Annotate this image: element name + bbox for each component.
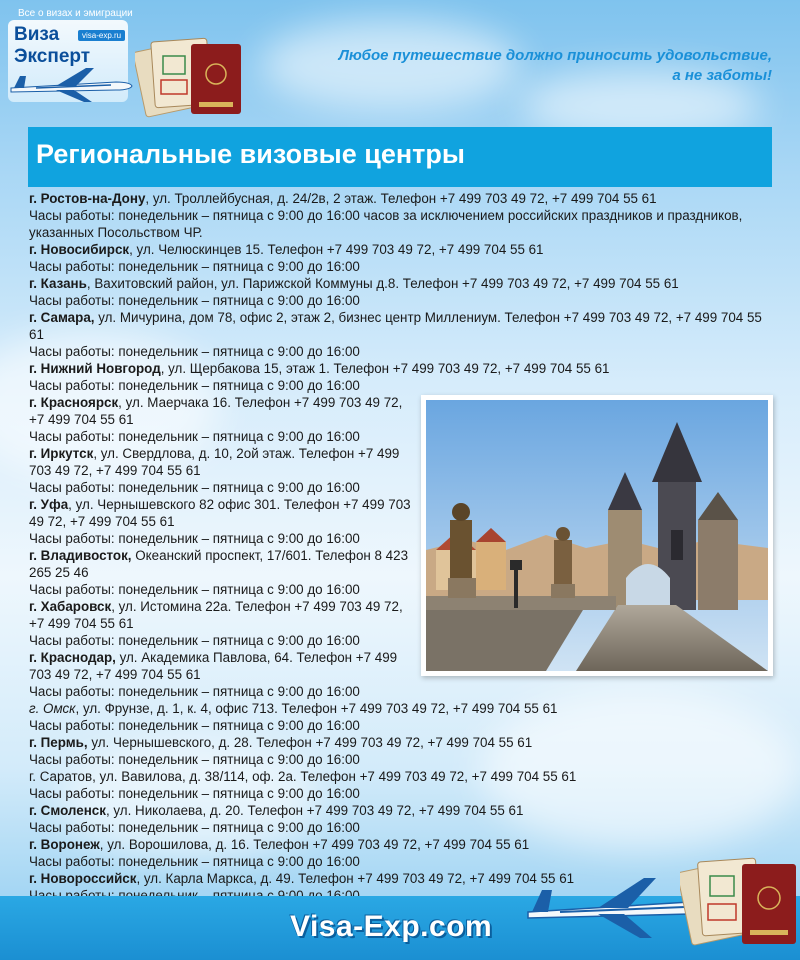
center-hours: Часы работы: понедельник – пятница с 9:00 до 16:00 <box>29 718 360 733</box>
page-title: Региональные визовые центры <box>36 139 465 169</box>
center-city: г. Красноярск <box>29 395 119 410</box>
airplane-icon <box>6 64 136 104</box>
slogan-line2: а не заботы! <box>672 67 772 84</box>
center-hours: Часы работы: понедельник – пятница с 9:00 до 16:00 <box>29 378 360 393</box>
center-address-text: ул. Мичурина, дом 78, офис 2, этаж 2, бизнес центр Миллениум. Телефон +7 499 703 49 72, +7 499 704 55 61 <box>29 310 762 342</box>
center-address <box>29 190 774 207</box>
site-slogan <box>339 46 772 86</box>
center-address <box>29 241 774 258</box>
center-address <box>29 768 774 785</box>
center-address <box>29 598 421 632</box>
center-city: г. Пермь, <box>29 735 88 750</box>
logo-title-line1: Виза <box>14 24 60 45</box>
center-address-text: , ул. Николаева, д. 20. Телефон +7 499 703 49 72, +7 499 704 55 61 <box>105 803 524 818</box>
center-address <box>29 394 421 428</box>
center-hours: Часы работы: понедельник – пятница с 9:00 до 16:00 <box>29 480 360 495</box>
passport-icon <box>135 30 245 118</box>
center-hours: Часы работы: понедельник – пятница с 9:00 до 16:00 <box>29 752 360 767</box>
center-hours: Часы работы: понедельник – пятница с 9:00 до 16:00 <box>29 854 360 869</box>
center-address-text: , ул. Истомина 22а. Телефон +7 499 703 49 72, +7 499 704 55 61 <box>29 599 403 631</box>
title-bar <box>28 127 772 187</box>
center-address-text: , ул. Фрунзе, д. 1, к. 4, офис 713. Телефон +7 499 703 49 72, +7 499 704 55 61 <box>75 701 558 716</box>
center-city: г. Хабаровск <box>29 599 112 614</box>
slogan-line1: Любое путешествие должно приносить удовольствие, <box>338 47 772 64</box>
center-hours: Часы работы: понедельник – пятница с 9:00 до 16:00 <box>29 429 360 444</box>
center-hours: Часы работы: понедельник – пятница с 9:00 до 16:00 <box>29 531 360 546</box>
prague-charles-bridge-photo <box>426 400 768 671</box>
center-city: г. Смоленск <box>29 803 106 818</box>
center-city: г. Казань <box>29 276 87 291</box>
center-city: г. Уфа <box>29 497 69 512</box>
center-address-text: , ул. Ворошилова, д. 16. Телефон +7 499 703 49 72, +7 499 704 55 61 <box>99 837 530 852</box>
center-city: г. Нижний Новгород <box>29 361 161 376</box>
center-hours: Часы работы: понедельник – пятница с 9:00 до 16:00 <box>29 820 360 835</box>
center-hours: Часы работы: понедельник – пятница с 9:00 до 16:00 часов за исключением российских праздников и праздников, указанных Посольством ЧР. <box>29 208 743 240</box>
center-address <box>29 309 774 343</box>
center-hours: Часы работы: понедельник – пятница с 9:00 до 16:00 <box>29 684 360 699</box>
top-tagline: Все о визах и эмиграции <box>18 8 133 19</box>
center-city: г. Самара, <box>29 310 95 325</box>
center-city: г. Краснодар, <box>29 650 116 665</box>
center-hours: Часы работы: понедельник – пятница с 9:00 до 16:00 <box>29 293 360 308</box>
center-city: г. Омск <box>29 701 76 716</box>
logo-url-badge: visa-exp.ru <box>78 30 125 41</box>
center-city: г. Новороссийск <box>29 871 137 886</box>
center-city: г. Ростов-на-Дону <box>29 191 146 206</box>
center-city: г. Воронеж <box>29 837 100 852</box>
center-address-text: , ул. Маерчака 16. Телефон +7 499 703 49 72, +7 499 704 55 61 <box>29 395 403 427</box>
center-address <box>29 836 774 853</box>
photo-frame <box>421 395 773 676</box>
center-address-text: г. Саратов, ул. Вавилова, д. 38/114, оф. 2а. Телефон +7 499 703 49 72, +7 499 704 55 61 <box>29 769 577 784</box>
center-address-text: , ул. Щербакова 15, этаж 1. Телефон +7 499 703 49 72, +7 499 704 55 61 <box>160 361 610 376</box>
center-city: г. Иркутск <box>29 446 94 461</box>
center-address <box>29 275 774 292</box>
center-address <box>29 445 421 479</box>
center-address <box>29 649 421 683</box>
center-address <box>29 547 421 581</box>
site-header <box>0 0 800 125</box>
center-address-text: , ул. Троллейбусная, д. 24/2в, 2 этаж. Телефон +7 499 703 49 72, +7 499 704 55 61 <box>145 191 657 206</box>
center-address-text: ул. Чернышевского, д. 28. Телефон +7 499 703 49 72, +7 499 704 55 61 <box>87 735 533 750</box>
center-address-text: , ул. Карла Маркса, д. 49. Телефон +7 499 703 49 72, +7 499 704 55 61 <box>136 871 575 886</box>
center-address-text: , ул. Чернышевского 82 офис 301. Телефон +7 499 703 49 72, +7 499 704 55 61 <box>29 497 411 529</box>
center-hours: Часы работы: понедельник – пятница с 9:00 до 16:00 <box>29 582 360 597</box>
center-address-text: , ул. Свердлова, д. 10, 2ой этаж. Телефон +7 499 703 49 72, +7 499 704 55 61 <box>29 446 400 478</box>
center-address-text: , Вахитовский район, ул. Парижской Коммуны д.8. Телефон +7 499 703 49 72, +7 499 704 55 61 <box>86 276 679 291</box>
passport-icon <box>680 848 800 948</box>
footer-logo[interactable]: Visa-Exp.com <box>290 910 493 943</box>
logo-title-line2: Эксперт <box>14 46 91 67</box>
center-address-text: , ул. Челюскинцев 15. Телефон +7 499 703 49 72, +7 499 704 55 61 <box>129 242 544 257</box>
center-address <box>29 700 774 717</box>
center-address <box>29 496 421 530</box>
center-hours: Часы работы: понедельник – пятница с 9:00 до 16:00 <box>29 633 360 648</box>
center-hours: Часы работы: понедельник – пятница с 9:00 до 16:00 <box>29 259 360 274</box>
center-city: г. Владивосток, <box>29 548 132 563</box>
center-address-text: ул. Академика Павлова, 64. Телефон +7 499 703 49 72, +7 499 704 55 61 <box>29 650 398 682</box>
center-address <box>29 802 774 819</box>
center-address-text: Океанский проспект, 17/601. Телефон 8 423 265 25 46 <box>29 548 409 580</box>
center-city: г. Новосибирск <box>29 242 130 257</box>
center-address <box>29 360 774 377</box>
center-hours: Часы работы: понедельник – пятница с 9:00 до 16:00 <box>29 344 360 359</box>
center-hours: Часы работы: понедельник – пятница с 9:00 до 16:00 <box>29 786 360 801</box>
center-address <box>29 734 774 751</box>
